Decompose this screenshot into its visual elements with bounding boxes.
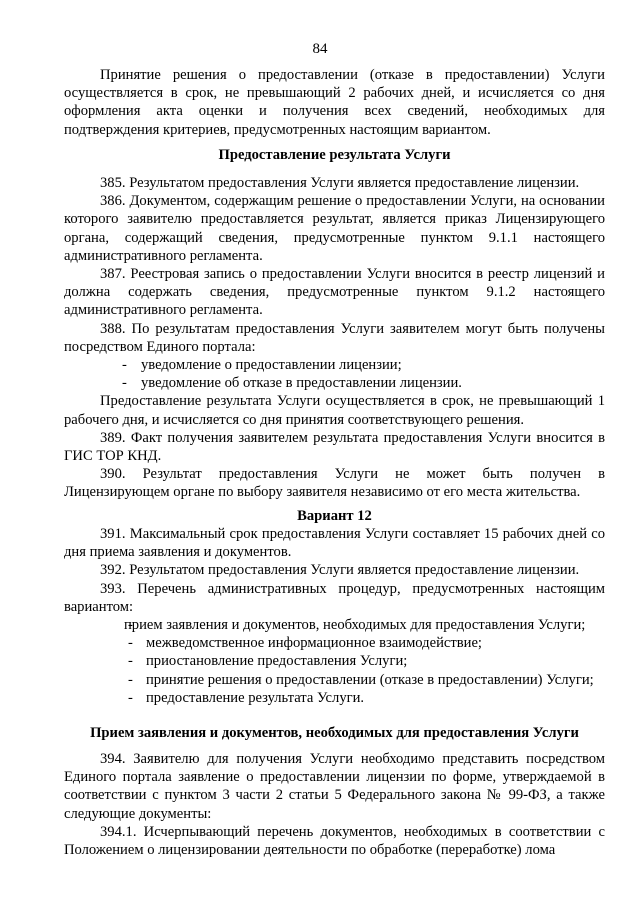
list-388-item: - уведомление об отказе в предоставлении лицензии. [64,374,605,392]
intro-paragraph: Принятие решения о предоставлении (отказе в предоставлении) Услуги осуществляется в срок, не превышающий 2 рабочих дней, и исчисляется со дня оформления акта оценки и получения всех сведений, необходимых для подтверждения критериев, предусмотренных настоящим вариантом. [64,67,605,138]
paragraph-388: 388. По результатам предоставления Услуги заявителем могут быть получены посредством Единого портала: [64,320,605,355]
result-section-body [64,174,605,502]
variant-section [64,507,605,525]
list-393-item: - прием заявления и документов, необходимых для предоставления Услуги; [64,616,605,634]
page-number: 84 [312,41,328,57]
list-393-item: - межведомственное информационное взаимодействие; [64,634,605,652]
reception-section [64,724,605,742]
result-section [64,146,605,164]
paragraph-386: 386. Документом, содержащим решение о предоставлении Услуги, на основании которого заявителю предоставляется результат, является приказ Лицензирующего органа, содержащий сведения, предусмотренные пунктом 9.1.1 настоящего административного регламента. [64,193,605,264]
list-393-item: - предоставление результата Услуги. [64,689,605,707]
list-388 [64,356,605,392]
reception-heading: Прием заявления и документов, необходимых для предоставления Услуги [90,725,579,741]
paragraph-394: 394. Заявителю для получения Услуги необходимо представить посредством Единого портала заявление о предоставлении лицензии по форме, утверждаемой в соответствии с пунктом 3 части 2 статьи 5 Федерального закона № 99-ФЗ, а также следующие документы: [64,751,605,822]
paragraph-391: 391. Максимальный срок предоставления Услуги составляет 15 рабочих дней со дня приема заявления и документов. [64,526,605,561]
paragraph-result-term: Предоставление результата Услуги осуществляется в срок, не превышающий 1 рабочего дня, и исчисляется со дня принятия соответствующего решения. [64,393,605,428]
list-393-item: - принятие решения о предоставлении (отказе в предоставлении) Услуги; [64,671,605,689]
paragraph-389: 389. Факт получения заявителем результата предоставления Услуги вносится в ГИС ТОР КНД. [64,429,605,465]
paragraph-390: 390. Результат предоставления Услуги не может быть получен в Лицензирующем органе по выбору заявителя независимо от его места жительства. [64,466,605,501]
reception-section-body [64,750,605,859]
paragraph-394-1: 394.1. Исчерпывающий перечень документов, необходимых в соответствии с Положением о лицензировании деятельности по обработке (переработке) лома [64,823,605,859]
variant-section-body [64,525,605,707]
list-388-item: - уведомление о предоставлении лицензии; [64,356,605,374]
paragraph-385: 385. Результатом предоставления Услуги является предоставление лицензии. [100,175,580,191]
paragraph-387: 387. Реестровая запись о предоставлении Услуги вносится в реестр лицензий и должна содержать сведения, предусмотренные пунктом 9.1.2 настоящего административного регламента. [64,266,605,319]
paragraph-392: 392. Результатом предоставления Услуги является предоставление лицензии. [100,562,580,579]
list-393 [64,616,605,707]
list-393-item: - приостановление предоставления Услуги; [64,652,605,670]
paragraph-393: 393. Перечень административных процедур, предусмотренных настоящим вариантом: [64,580,605,615]
variant-heading: Вариант 12 [297,508,372,524]
result-section-heading: Предоставление результата Услуги [218,147,451,163]
intro-paragraph-block [64,66,605,139]
